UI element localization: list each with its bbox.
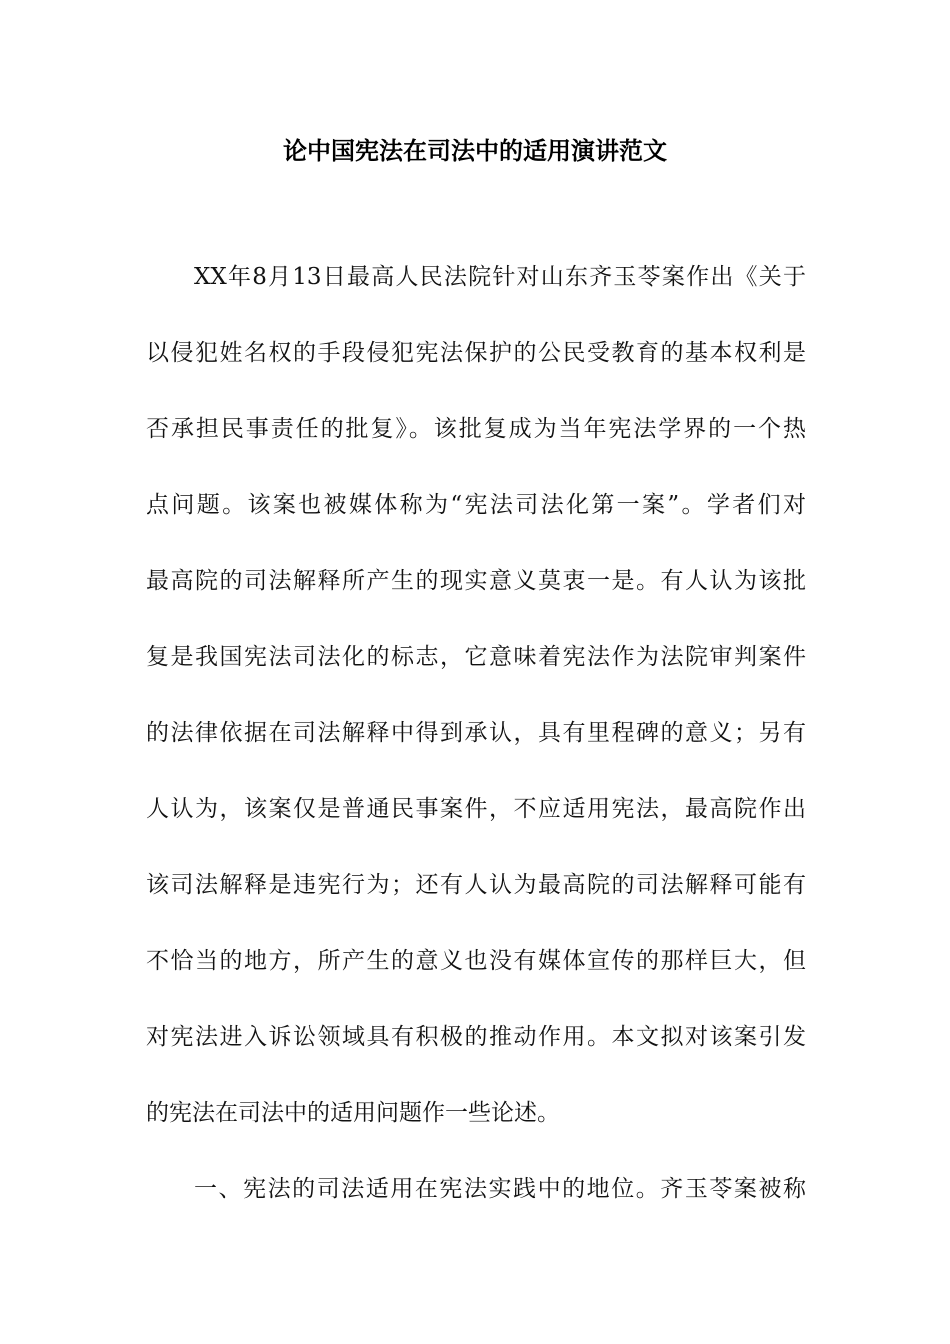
paragraph-1-line-1: XX年8月13日最高人民法院针对山东齐玉苓案作出《关于 (194, 264, 806, 290)
paragraph-1-line-11: 对宪法进入诉讼领域具有积极的推动作用。本文拟对该案引发 (146, 1024, 806, 1050)
paragraph-1-line-3: 否承担民事责任的批复》。该批复成为当年宪法学界的一个热 (146, 416, 806, 442)
paragraph-1-line-10: 不恰当的地方，所产生的意义也没有媒体宣传的那样巨大，但 (146, 948, 806, 974)
paragraph-1-line-5: 最高院的司法解释所产生的现实意义莫衷一是。有人认为该批 (146, 568, 806, 594)
paragraph-1-line-9: 该司法解释是违宪行为；还有人认为最高院的司法解释可能有 (146, 872, 806, 898)
paragraph-1-line-12: 的宪法在司法中的适用问题作一些论述。 (146, 1100, 560, 1126)
paragraph-2-line-1: 一、宪法的司法适用在宪法实践中的地位。齐玉苓案被称 (194, 1176, 806, 1202)
paragraph-1-line-8: 人认为，该案仅是普通民事案件，不应适用宪法，最高院作出 (146, 796, 806, 822)
document-title: 论中国宪法在司法中的适用演讲范文 (283, 137, 667, 165)
paragraph-1-line-4: 点问题。该案也被媒体称为“宪法司法化第一案”。学者们对 (146, 492, 806, 518)
paragraph-1-line-7: 的法律依据在司法解释中得到承认，具有里程碑的意义；另有 (146, 720, 806, 746)
paragraph-1-line-6: 复是我国宪法司法化的标志，它意味着宪法作为法院审判案件 (146, 644, 806, 670)
paragraph-1-line-2: 以侵犯姓名权的手段侵犯宪法保护的公民受教育的基本权利是 (146, 340, 806, 366)
